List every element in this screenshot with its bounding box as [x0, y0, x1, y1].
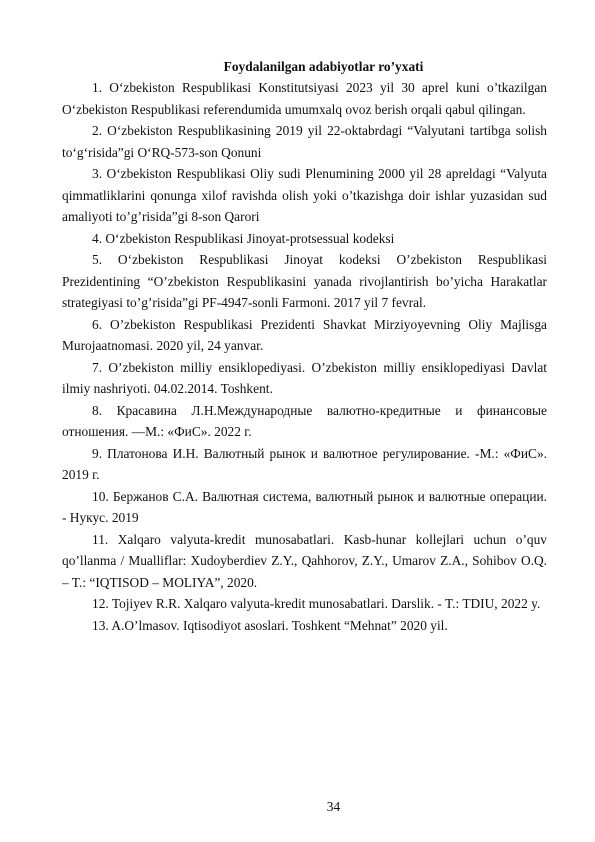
- reference-item-5: 5. O‘zbekiston Respublikasi Jinoyat kodeksi O’zbekiston Respublikasi Prezidentining “O’zbekiston Respublikasini yanada rivojlantirish bo’yicha Harakatlar strategiyasi to’g’risida”gi PF-4947-sonli Farmoni. 2017 yil 7 fevral.: [62, 252, 547, 310]
- reference-item-7: 7. O’zbekiston milliy ensiklopediyasi. O’zbekiston milliy ensiklopediyasi Davlat ilmiy nashriyoti. 04.02.2014. Toshkent.: [62, 359, 547, 396]
- page-number: 34: [326, 799, 341, 814]
- reference-item-12: 12. Tojiyev R.R. Xalqaro valyuta-kredit munosabatlari. Darslik. - T.: TDIU, 2022 y.: [92, 596, 541, 611]
- reference-item-11: 11. Xalqaro valyuta-kredit munosabatlari. Kasb-hunar kollejlari uchun o’quv qo’llanma / Mualliflar: Xudoyberdiev Z.Y., Qahhorov, Z.Y., Umarov Z.A., Sohibov O.Q. – T.: “IQTISOD – MOLIYA”, 2020.: [62, 531, 547, 590]
- page-title: Foydalanilgan adabiyotlar ro’yxati: [223, 59, 424, 74]
- reference-item-10: 10. Бержанов С.А. Валютная система, валютный рынок и валютные операции. - Нукус. 2019: [62, 488, 547, 525]
- reference-item-3: 3. O‘zbekiston Respublikasi Oliy sudi Plenumining 2000 yil 28 apreldagi “Valyuta qimmatliklarini qonunga xilof ravishda olish yoki o’tkazishga doir ishlar yuzasidan sud amaliyoti to’g’risida”gi 8-son Qarori: [62, 166, 547, 224]
- reference-item-13: 13. A.O’lmasov. Iqtisodiyot asoslari. Toshkent “Mehnat” 2020 yil.: [92, 617, 448, 633]
- document-page: [62, 57, 547, 636]
- reference-item-9: 9. Платонова И.Н. Валютный рынок и валютное регулирование. -М.: «ФиС». 2019 г.: [62, 445, 547, 482]
- reference-item-4: 4. O‘zbekiston Respublikasi Jinoyat-protsessual kodeksi: [92, 230, 395, 246]
- reference-item-6: 6. O’zbekiston Respublikasi Prezidenti Shavkat Mirziyoyevning Oliy Majlisga Murojaatnomasi. 2020 yil, 24 yanvar.: [62, 316, 547, 353]
- reference-item-2: 2. O‘zbekiston Respublikasining 2019 yil 22-oktabrdagi “Valyutani tartibga solish to‘g‘risida”gi O‘RQ-573-son Qonuni: [62, 123, 547, 160]
- reference-item-8: 8. Красавина Л.Н.Международные валютно-кредитные и финансовые отношения. —М.: «ФиС». 2022 г.: [62, 402, 547, 439]
- reference-item-1: 1. O‘zbekiston Respublikasi Konstitutsiyasi 2023 yil 30 aprel kuni o’tkazilgan O‘zbekiston Respublikasi referendumida umumxalq ovoz berish orqali qabul qilingan.: [62, 80, 547, 117]
- reference-list: [62, 77, 547, 636]
